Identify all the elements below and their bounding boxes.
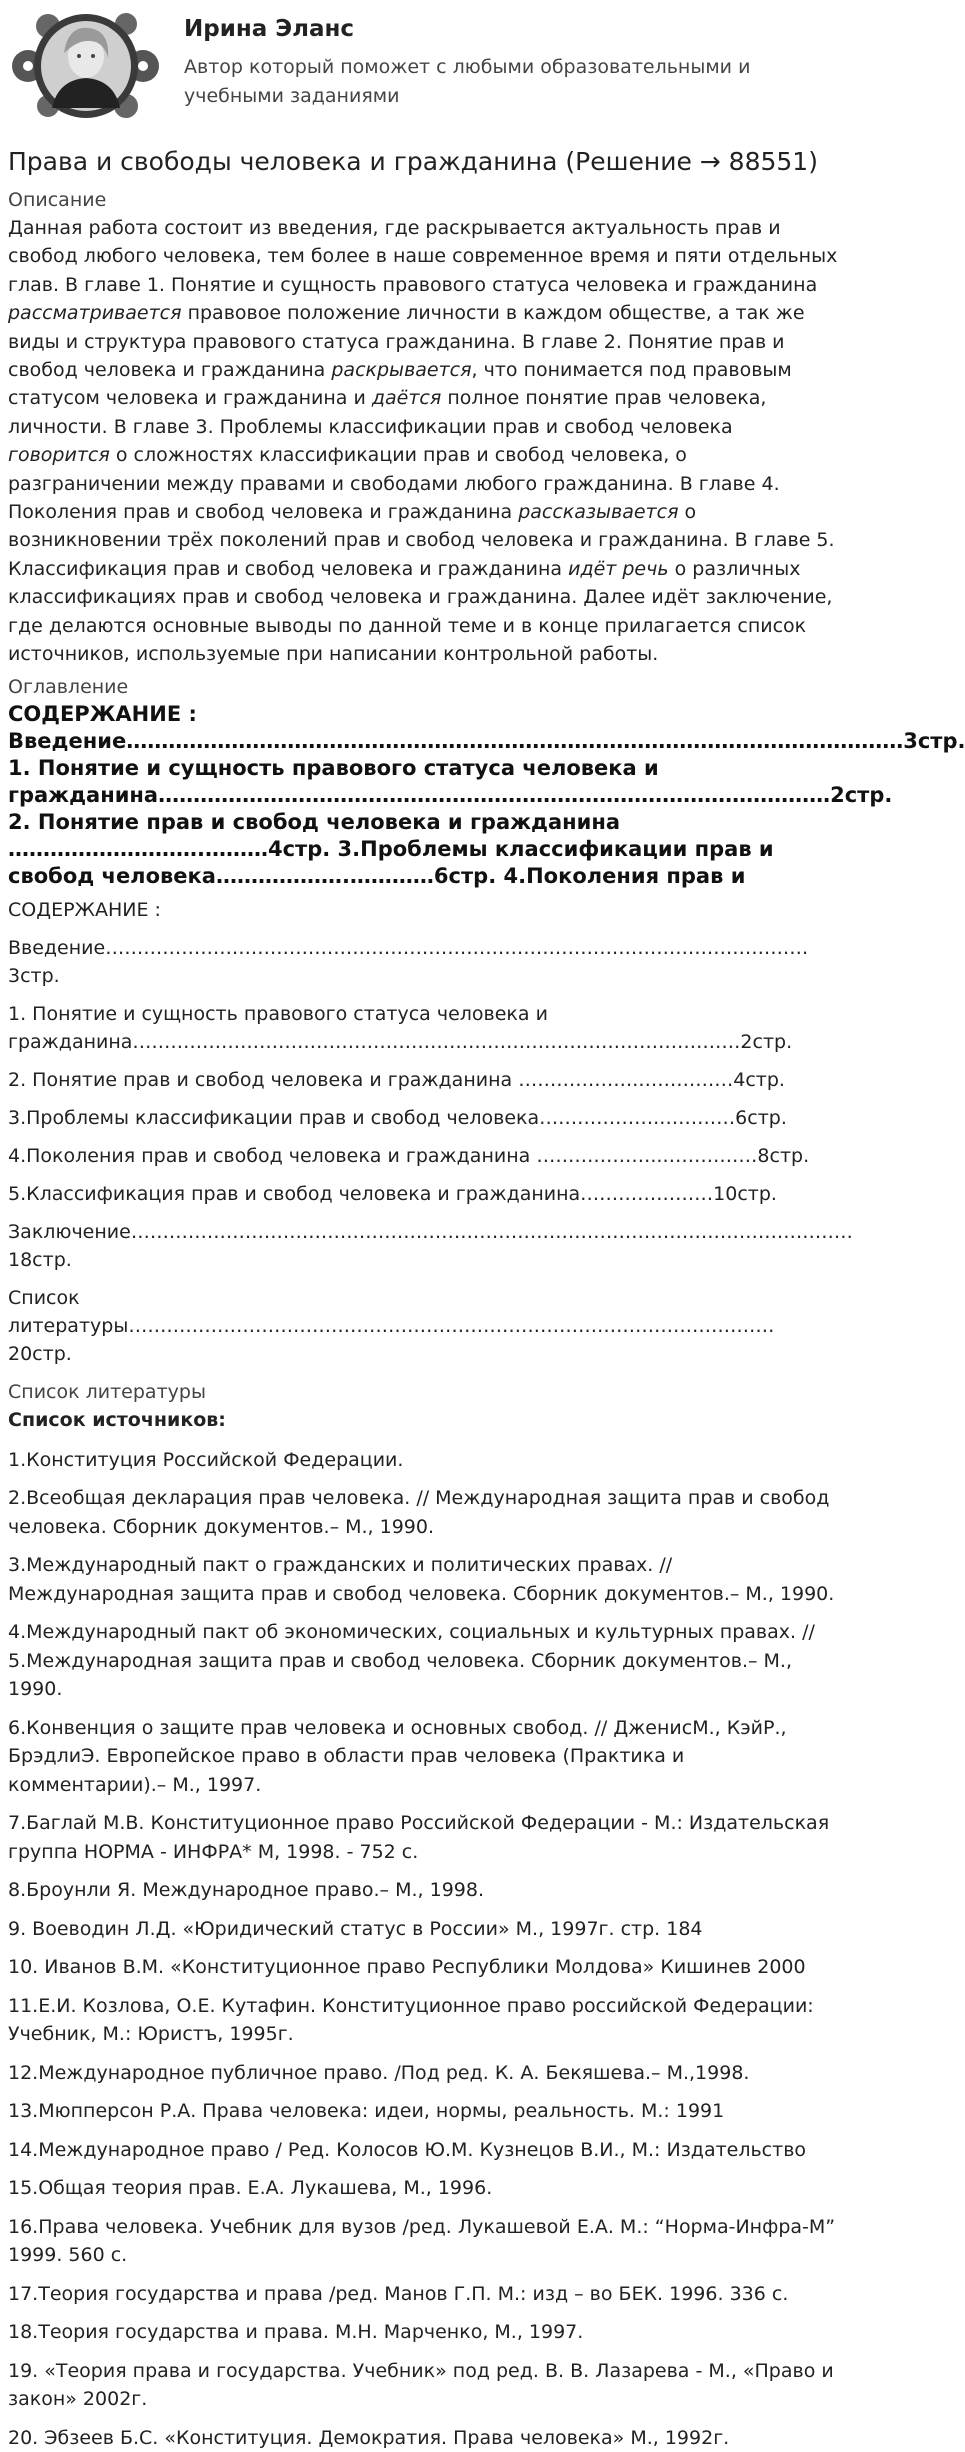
description-segment: правовое положение личности в каждом обществе, а так же виды и структура правового статуса гражданина. В главе 2. Понятие прав и свобод человека и гражданина <box>8 302 805 381</box>
toc-bold-block <box>8 701 838 890</box>
main-content <box>8 186 838 2452</box>
bibliography-item: 10. Иванов В.М. «Конституционное право Республики Молдова» Кишинев 2000 <box>8 1953 838 1982</box>
description-segment: полное понятие прав человека, личности. В главе 3. Проблемы классификации прав и свобод человека <box>8 387 766 437</box>
description-segment: Данная работа состоит из введения, где раскрывается актуальность прав и свобод любого человека, тем более в наше современное время и пяти отдельных глав. В главе 1. Понятие и сущность правового статуса человека и гражданина <box>8 217 837 296</box>
bibliography <box>8 1378 838 2452</box>
description-label: Описание <box>8 186 838 214</box>
description-emphasis: говорится <box>8 444 110 466</box>
bibliography-title: Список источников: <box>8 1406 838 1434</box>
toc-entry: Заключение…………………………………………………………………………………………………… 18стр. <box>8 1218 838 1274</box>
author-name[interactable]: Ирина Эланс <box>184 14 354 44</box>
bibliography-item: 1.Конституция Российской Федерации. <box>8 1446 838 1475</box>
bibliography-item: 4.Международный пакт об экономических, социальных и культурных правах. // 5.Международная защита прав и свобод человека. Сборник документов.– М., 1990. <box>8 1618 838 1704</box>
author-description: Автор который поможет с любыми образовательными и учебными заданиями <box>184 53 804 111</box>
bibliography-item: 14.Международное право / Ред. Колосов Ю.М. Кузнецов В.И., М.: Издательство <box>8 2136 838 2165</box>
toc-bold-line: гражданина……………………………………………………………………………………2стр. <box>8 782 846 809</box>
toc-label: Оглавление <box>8 673 838 701</box>
toc-bold-line: свобод человека……………….…………6стр. 4.Поколения прав и <box>8 863 846 890</box>
toc-bold-line: 2. Понятие прав и свобод человека и гражданина <box>8 809 846 836</box>
bibliography-item: 11.Е.И. Козлова, О.Е. Кутафин. Конституционное право российской Федерации: Учебник, М.: Юристъ, 1995г. <box>8 1992 838 2049</box>
author-avatar <box>8 8 163 123</box>
description-emphasis: рассматривается <box>8 302 182 324</box>
bibliography-item: 15.Общая теория прав. Е.А. Лукашева, М., 1996. <box>8 2174 838 2203</box>
bibliography-item: 3.Международный пакт о гражданских и политических правах. // Международная защита прав и свобод человека. Сборник документов.– М., 1990. <box>8 1551 838 1608</box>
description-emphasis: идёт речь <box>568 558 668 580</box>
toc-heading: СОДЕРЖАНИЕ : <box>8 896 838 924</box>
description-emphasis: рассказывается <box>518 501 678 523</box>
bibliography-list <box>8 1446 838 2452</box>
bibliography-item: 7.Баглай М.В. Конституционное право Российской Федерации - М.: Издательская группа НОРМА - ИНФРА* М, 1998. - 752 с. <box>8 1809 838 1866</box>
bibliography-item: 2.Всеобщая декларация прав человека. // Международная защита прав и свобод человека. Сборник документов.– М., 1990. <box>8 1484 838 1541</box>
bibliography-item: 13.Мюпперсон Р.А. Права человека: идеи, нормы, реальность. М.: 1991 <box>8 2097 838 2126</box>
toc-bold-line: Введение…………………………………………………………………………………………………3стр. <box>8 728 846 755</box>
bibliography-item: 12.Международное публичное право. /Под ред. К. А. Бекяшева.– М.,1998. <box>8 2059 838 2088</box>
bibliography-item: 16.Права человека. Учебник для вузов /ред. Лукашевой Е.А. М.: “Норма-Инфра-М” 1999. 560 с. <box>8 2213 838 2270</box>
page-title: Права и свободы человека и гражданина (Решение → 88551) <box>8 145 818 179</box>
bibliography-item: 17.Теория государства и права /ред. Манов Г.П. М.: изд – во БЕК. 1996. 336 с. <box>8 2280 838 2309</box>
toc-plain-block <box>8 896 838 1368</box>
bibliography-item: 9. Воеводин Л.Д. «Юридический статус в России» М., 1997г. стр. 184 <box>8 1915 838 1944</box>
description-emphasis: даётся <box>372 387 441 409</box>
bibliography-label: Список литературы <box>8 1378 838 1406</box>
description-segment: о различных классификациях прав и свобод человека и гражданина. Далее идёт заключение, где делаются основные выводы по данной теме и в конце прилагается список источников, используемые при написании контрольной работы. <box>8 558 832 665</box>
toc-bold-line: 1. Понятие и сущность правового статуса человека и <box>8 755 846 782</box>
description-emphasis: раскрывается <box>331 359 471 381</box>
bibliography-item: 20. Эбзеев Б.С. «Конституция. Демократия. Права человека» М., 1992г. <box>8 2424 838 2452</box>
toc-entry: 2. Понятие прав и свобод человека и гражданина ……………….……………4стр. <box>8 1066 838 1094</box>
description-segment: о сложностях классификации прав и свобод человека, о разграничении между правами и свободами любого гражданина. В главе 4. Поколения прав и свобод человека и гражданина <box>8 444 780 523</box>
bibliography-item: 6.Конвенция о защите прав человека и основных свобод. // ДженисМ., КэйР., БрэдлиЭ. Европейское право в области прав человека (Практика и комментарии).– М., 1997. <box>8 1714 838 1800</box>
bibliography-item: 18.Теория государства и права. М.Н. Марченко, М., 1997. <box>8 2318 838 2347</box>
toc-entry: Введение…………………………………………………………………………………………………3стр. <box>8 934 838 990</box>
toc-bold-line: ……………………….………4стр. 3.Проблемы классификации прав и <box>8 836 846 863</box>
description-text <box>8 214 838 669</box>
toc-entry: 5.Классификация прав и свобод человека и гражданина…………………10стр. <box>8 1180 838 1208</box>
toc-entry: 3.Проблемы классификации прав и свобод человека……………….…………6стр. <box>8 1104 838 1132</box>
bibliography-item: 19. «Теория права и государства. Учебник» под ред. В. В. Лазарева - М., «Право и закон» 2002г. <box>8 2357 838 2414</box>
author-card <box>8 8 838 123</box>
bibliography-item: 8.Броунли Я. Международное право.– М., 1998. <box>8 1876 838 1905</box>
toc-entry: 1. Понятие и сущность правового статуса человека и гражданина……………………………………………………………………………………2стр. <box>8 1000 838 1056</box>
toc-bold-line: СОДЕРЖАНИЕ : <box>8 701 846 728</box>
description-segment: о возникновении трёх поколений прав и свобод человека и гражданина. В главе 5. Классификация прав и свобод человека и гражданина <box>8 501 835 580</box>
toc-entry: 4.Поколения прав и свобод человека и гражданина ………………..……………8стр. <box>8 1142 838 1170</box>
description-segment: , что понимается под правовым статусом человека и гражданина и <box>8 359 792 409</box>
toc-entry: Список литературы…………………………………………………………………………………………20стр. <box>8 1284 838 1368</box>
